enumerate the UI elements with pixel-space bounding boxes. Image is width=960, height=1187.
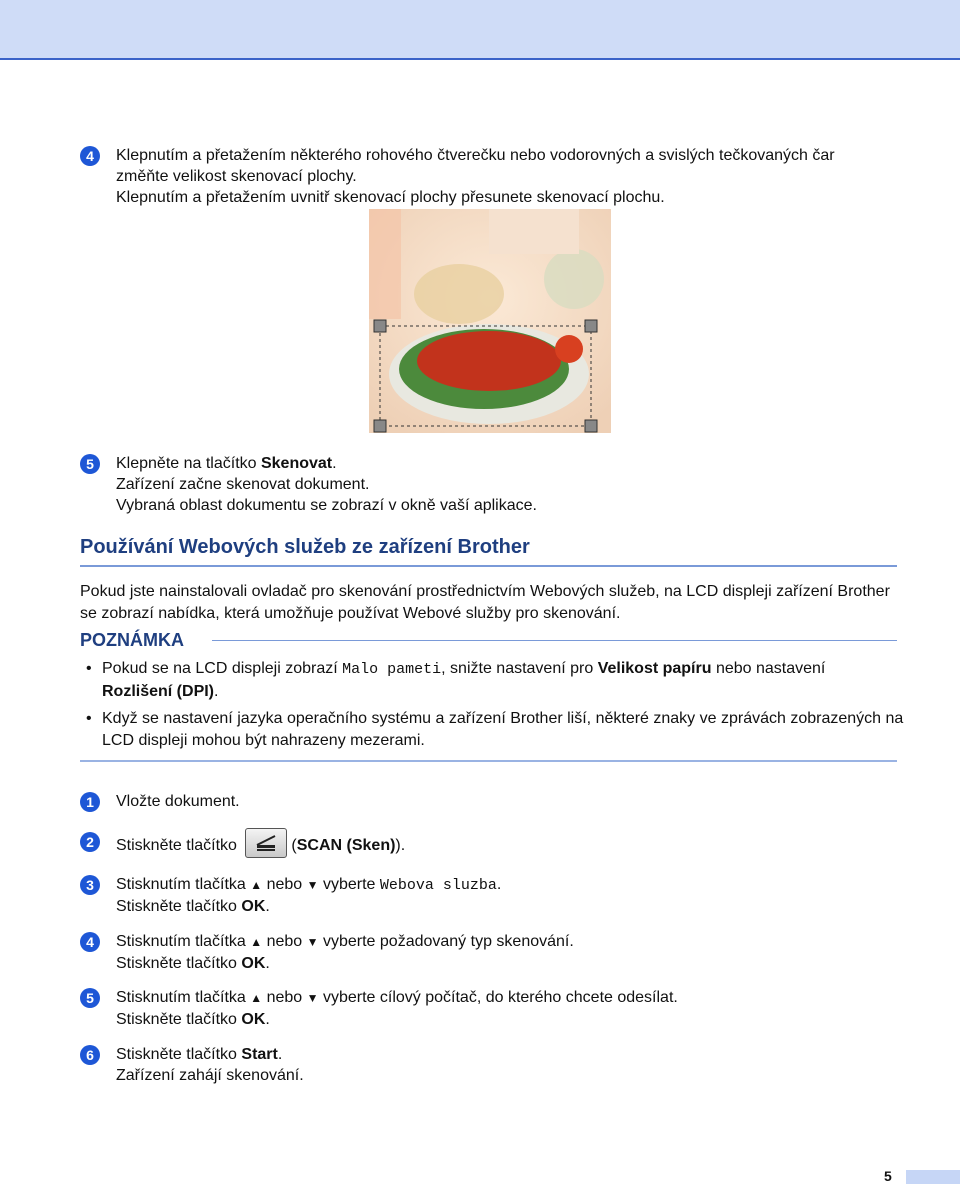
napkin-shape xyxy=(489,209,579,254)
step-number: 5 xyxy=(80,454,100,474)
down-arrow-icon: ▼ xyxy=(306,991,319,1005)
tomato-shape xyxy=(555,335,583,363)
up-arrow-icon: ▲ xyxy=(250,935,263,949)
corner-handle-top-right[interactable] xyxy=(585,320,597,332)
step-5: 5 Stisknutím tlačítka ▲ nebo ▼ vyberte cílový počítač, do kterého chcete odesílat. Stiskněte tlačítko OK. xyxy=(80,987,678,1030)
heading-rule xyxy=(80,565,897,567)
header-band xyxy=(0,0,960,60)
step-number: 3 xyxy=(80,875,100,895)
footer-band xyxy=(906,1170,960,1184)
note-title: POZNÁMKA xyxy=(80,630,184,650)
step-number: 6 xyxy=(80,1045,100,1065)
step-number: 1 xyxy=(80,792,100,812)
corner-handle-bottom-left[interactable] xyxy=(374,420,386,432)
scan-button-name: Skenovat xyxy=(260,455,333,472)
note-end-rule xyxy=(80,760,897,762)
lobster-shape xyxy=(417,331,561,391)
section-intro: Pokud jste nainstalovali ovladač pro skenování prostřednictvím Webových služeb, na LCD displeji zařízení Brother se zobrazí nabídka, která umožňuje používat Webové služby pro skenování. xyxy=(80,583,890,622)
step-line: změňte velikost skenovací plochy. xyxy=(116,168,357,185)
page-number: 5 xyxy=(884,1168,892,1184)
step-number: 2 xyxy=(80,832,100,852)
corner-handle-bottom-right[interactable] xyxy=(585,420,597,432)
grapes-shape xyxy=(544,249,604,309)
step-number: 4 xyxy=(80,932,100,952)
note-bullet-1: • Pokud se na LCD displeji zobrazí Malo pameti, snižte nastavení pro Velikost papíru nebo nastavení Rozlišení (DPI). xyxy=(86,658,912,703)
step-number: 4 xyxy=(80,146,100,166)
scan-area-preview-image[interactable] xyxy=(369,209,611,433)
corner-handle-top-left[interactable] xyxy=(374,320,386,332)
glass-shape xyxy=(369,209,401,319)
step-3: 3 Stisknutím tlačítka ▲ nebo ▼ vyberte Webova sluzba. Stiskněte tlačítko OK. xyxy=(80,874,501,917)
plate-shape xyxy=(414,264,504,324)
down-arrow-icon: ▼ xyxy=(306,935,319,949)
section-heading: Používání Webových služeb ze zařízení Brother xyxy=(80,536,530,558)
step-line: Zařízení začne skenovat dokument. xyxy=(116,476,370,493)
step-line: Klepněte na tlačítko Skenovat. xyxy=(116,455,337,472)
down-arrow-icon: ▼ xyxy=(306,878,319,892)
note-bullet-2: • Když se nastavení jazyka operačního systému a zařízení Brother liší, některé znaky ve zprávách zobrazených na LCD displeji mohou být nahrazeny mezerami. xyxy=(86,708,912,752)
up-arrow-icon: ▲ xyxy=(250,878,263,892)
scan-key-icon[interactable] xyxy=(245,828,287,858)
step-line: Vybraná oblast dokumentu se zobrazí v okně vaší aplikace. xyxy=(116,497,537,514)
scan-icon xyxy=(254,834,278,852)
step-1: 1 Vložte dokument. xyxy=(80,791,240,812)
step-number: 5 xyxy=(80,988,100,1008)
step-4: 4 Stisknutím tlačítka ▲ nebo ▼ vyberte požadovaný typ skenování. Stiskněte tlačítko OK. xyxy=(80,931,574,974)
note-rule xyxy=(212,640,897,641)
step-2: 2 Stiskněte tlačítko (SCAN (Sken)). xyxy=(80,831,405,861)
step-6: 6 Stiskněte tlačítko Start. Zařízení zahájí skenování. xyxy=(80,1044,304,1086)
step-5-scan xyxy=(80,453,537,516)
step-4-resize xyxy=(80,145,835,208)
up-arrow-icon: ▲ xyxy=(250,991,263,1005)
step-line: Klepnutím a přetažením některého rohového čtverečku nebo vodorovných a svislých tečkovaných čar xyxy=(116,147,835,164)
step-line: Klepnutím a přetažením uvnitř skenovací plochy přesunete skenovací plochu. xyxy=(116,189,665,206)
